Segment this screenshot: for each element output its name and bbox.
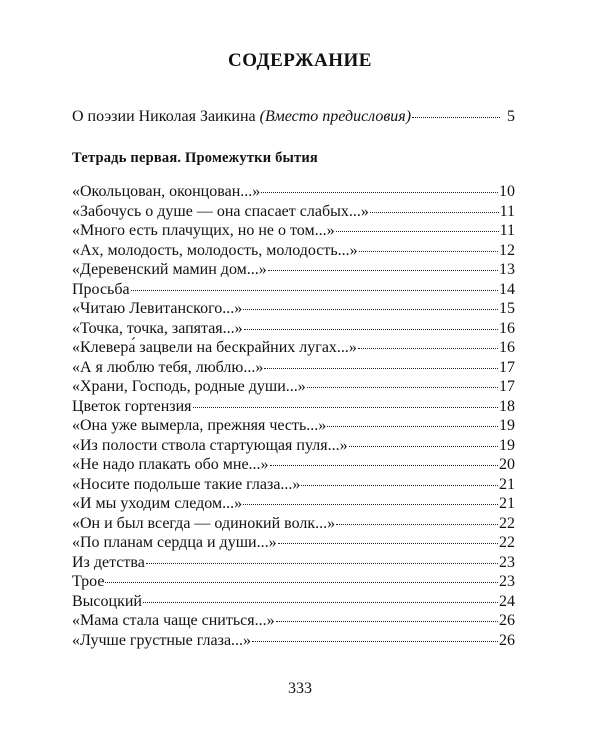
toc-entry bbox=[72, 632, 515, 652]
preface-page-number: 5 bbox=[507, 108, 515, 125]
toc-entry bbox=[72, 456, 515, 476]
toc-entry bbox=[72, 476, 515, 496]
toc-entry-page: 15 bbox=[499, 300, 515, 317]
toc-entry-page: 22 bbox=[499, 514, 515, 532]
preface-label: О поэзии Николая Заикина (Вместо предисловия) bbox=[72, 108, 412, 125]
toc-entry-page: 18 bbox=[499, 397, 515, 415]
toc-entry bbox=[72, 398, 515, 418]
leader-dots bbox=[143, 602, 498, 603]
leader-dots bbox=[278, 543, 498, 544]
toc-entry-page: 24 bbox=[499, 592, 515, 610]
toc-entry-title: «Храни, Господь, родные души...» bbox=[72, 378, 306, 395]
toc-entry-page: 19 bbox=[499, 436, 515, 454]
leader-dots bbox=[264, 368, 498, 369]
toc-entry bbox=[72, 183, 515, 203]
toc-entry bbox=[72, 203, 515, 223]
toc-entry-title: «Носите подольше такие глаза...» bbox=[72, 475, 301, 493]
leader-dots bbox=[336, 524, 498, 525]
leader-dots bbox=[307, 387, 498, 388]
toc-entry-page: 12 bbox=[499, 241, 515, 259]
toc-entry-page: 21 bbox=[499, 495, 515, 512]
toc-entry-page: 23 bbox=[499, 573, 515, 590]
leader-dots bbox=[349, 446, 498, 447]
toc-entry bbox=[72, 281, 515, 301]
toc-entry-page: 17 bbox=[499, 358, 515, 376]
toc-entry-page: 11 bbox=[499, 222, 515, 239]
toc-entry bbox=[72, 495, 515, 515]
toc-entry-title: «И мы уходим следом...» bbox=[72, 495, 243, 512]
toc-entry bbox=[72, 339, 515, 359]
leader-dots bbox=[243, 504, 498, 505]
leader-dots bbox=[276, 621, 498, 622]
toc-entry-page: 11 bbox=[499, 202, 515, 220]
leader-dots bbox=[243, 309, 498, 310]
toc-entry-title: Из детства bbox=[72, 553, 145, 571]
toc-entry bbox=[72, 593, 515, 613]
toc-entry-title: Трое bbox=[72, 573, 105, 590]
leader-dots bbox=[327, 426, 498, 427]
toc-entry-title: Цветок гортензия bbox=[72, 397, 192, 415]
toc-entry bbox=[72, 534, 515, 554]
toc-entry-page: 17 bbox=[499, 378, 515, 395]
toc-entry-title: «А я люблю тебя, люблю...» bbox=[72, 358, 264, 376]
toc-entry-title: «Лучше грустные глаза...» bbox=[72, 631, 252, 649]
toc-entry-title: «Он и был всегда — одинокий волк...» bbox=[72, 514, 336, 532]
toc-entry-title: «Читаю Левитанского...» bbox=[72, 300, 243, 317]
leader-dots bbox=[261, 192, 498, 193]
toc-entry bbox=[72, 515, 515, 535]
toc-entry bbox=[72, 573, 515, 593]
preface-italic: (Вместо предисловия) bbox=[259, 108, 412, 125]
toc-entry-title: «Много есть плачущих, но не о том...» bbox=[72, 222, 335, 239]
leader-dots bbox=[252, 641, 498, 642]
toc-entry-page: 22 bbox=[499, 534, 515, 551]
toc-entry bbox=[72, 222, 515, 242]
toc-entry-title: Высоцкий bbox=[72, 592, 142, 610]
toc-entry bbox=[72, 554, 515, 574]
toc-entry-page: 21 bbox=[499, 475, 515, 493]
toc-entry-title: «Она уже вымерла, прежняя честь...» bbox=[72, 417, 327, 434]
toc-entry-title: «Деревенский мамин дом...» bbox=[72, 261, 267, 278]
toc-entry-title: «Окольцован, оконцован...» bbox=[72, 183, 261, 200]
leader-dots bbox=[370, 212, 499, 213]
toc-entry-title: «Из полости ствола стартующая пуля...» bbox=[72, 436, 348, 454]
toc-entry-preface bbox=[72, 108, 515, 126]
toc-entry bbox=[72, 378, 515, 398]
toc-entry bbox=[72, 437, 515, 457]
leader-dots bbox=[412, 117, 500, 118]
toc-entry-page: 16 bbox=[499, 319, 515, 337]
toc-entry-title: «Мама стала чаще сниться...» bbox=[72, 612, 275, 629]
toc-entry-page: 20 bbox=[499, 456, 515, 473]
toc-list bbox=[72, 183, 515, 651]
leader-dots bbox=[105, 582, 498, 583]
leader-dots bbox=[270, 465, 498, 466]
toc-entry-title: «Точка, точка, запятая...» bbox=[72, 319, 243, 337]
leader-dots bbox=[336, 231, 499, 232]
toc-entry-page: 23 bbox=[499, 553, 515, 571]
toc-entry-page: 10 bbox=[499, 183, 515, 200]
leader-dots bbox=[146, 563, 498, 564]
toc-entry-page: 26 bbox=[499, 612, 515, 629]
toc-entry-title: Просьба bbox=[72, 280, 130, 298]
leader-dots bbox=[359, 251, 498, 252]
toc-entry-title: «Клевера́ зацвели на бескрайних лугах...» bbox=[72, 339, 357, 356]
toc-entry-title: «Не надо плакать обо мне...» bbox=[72, 456, 269, 473]
leader-dots bbox=[244, 329, 498, 330]
page-title: СОДЕРЖАНИЕ bbox=[228, 50, 372, 71]
toc-entry bbox=[72, 359, 515, 379]
toc-entry-title: «По планам сердца и души...» bbox=[72, 534, 277, 551]
toc-entry-page: 14 bbox=[499, 280, 515, 298]
toc-entry-title: «Ах, молодость, молодость, молодость...» bbox=[72, 241, 358, 259]
toc-entry-page: 16 bbox=[499, 339, 515, 356]
toc-entry bbox=[72, 300, 515, 320]
leader-dots bbox=[358, 348, 498, 349]
toc-entry-title: «Забочусь о душе — она спасает слабых...» bbox=[72, 202, 369, 220]
toc-entry-page: 19 bbox=[499, 417, 515, 434]
page-number: 333 bbox=[288, 680, 312, 697]
toc-entry bbox=[72, 261, 515, 281]
leader-dots bbox=[268, 270, 498, 271]
toc-entry-page: 26 bbox=[499, 631, 515, 649]
toc-entry bbox=[72, 242, 515, 262]
leader-dots bbox=[131, 290, 498, 291]
toc-entry bbox=[72, 612, 515, 632]
section-heading: Тетрадь первая. Промежутки бытия bbox=[72, 150, 318, 166]
toc-entry-page: 13 bbox=[499, 261, 515, 278]
toc-entry bbox=[72, 320, 515, 340]
leader-dots bbox=[193, 407, 498, 408]
toc-entry bbox=[72, 417, 515, 437]
leader-dots bbox=[301, 485, 498, 486]
